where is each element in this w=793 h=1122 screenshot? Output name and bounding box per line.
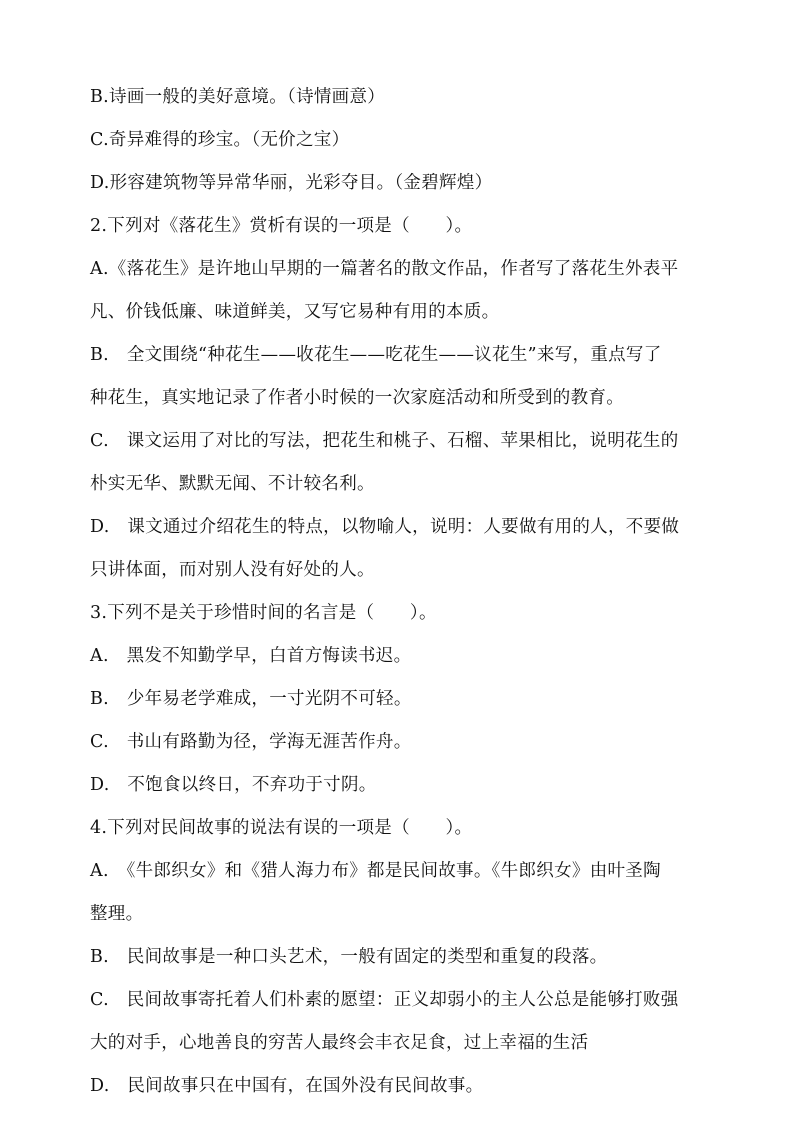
q4-option-a-line-1: A. 《牛郎织女》和《猎人海力布》都是民间故事。《牛郎织女》由叶圣陶	[90, 861, 661, 881]
question-2-stem: 2.下列对《落花生》赏析有误的一项是（ ）。	[90, 216, 473, 236]
option-c-line: C.奇异难得的珍宝。（无价之宝）	[90, 130, 350, 150]
question-4-stem: 4.下列对民间故事的说法有误的一项是（ ）。	[90, 818, 473, 838]
q3-option-c: C. 书山有路勤为径，学海无涯苦作舟。	[90, 732, 412, 752]
q4-option-b: B. 民间故事是一种口头艺术，一般有固定的类型和重复的段落。	[90, 947, 608, 967]
q4-option-c-line-1: C. 民间故事寄托着人们朴素的愿望：正义却弱小的主人公总是能够打败强	[90, 990, 679, 1010]
question-3-stem: 3.下列不是关于珍惜时间的名言是（ ）。	[90, 603, 437, 623]
q2-option-b-line-2: 种花生，真实地记录了作者小时候的一次家庭活动和所受到的教育。	[90, 388, 624, 408]
q2-option-d-line-2: 只讲体面，而对别人没有好处的人。	[90, 560, 375, 580]
q3-option-b: B. 少年易老学难成，一寸光阴不可轻。	[90, 689, 412, 709]
q2-option-d-line-1: D. 课文通过介绍花生的特点，以物喻人，说明：人要做有用的人，不要做	[90, 517, 680, 537]
q3-option-d: D. 不饱食以终日，不弃功于寸阴。	[90, 775, 377, 795]
q3-option-a: A. 黑发不知勤学早，白首方悔读书迟。	[90, 646, 412, 666]
q4-option-c-line-2: 大的对手，心地善良的穷苦人最终会丰衣足食，过上幸福的生活	[90, 1033, 589, 1053]
option-b-line: B.诗画一般的美好意境。（诗情画意）	[90, 87, 386, 107]
q4-option-a-line-2: 整理。	[90, 904, 144, 924]
option-d-line: D.形容建筑物等异常华丽，光彩夺目。（金碧辉煌）	[90, 173, 493, 193]
q2-option-b-line-1: B. 全文围绕“种花生——收花生——吃花生——议花生”来写，重点写了	[90, 345, 662, 365]
q4-option-d: D. 民间故事只在中国有，在国外没有民间故事。	[90, 1076, 484, 1096]
q2-option-a-line-1: A.《落花生》是许地山早期的一篇著名的散文作品，作者写了落花生外表平	[90, 259, 679, 279]
q2-option-c-line-1: C. 课文运用了对比的写法，把花生和桃子、石榴、苹果相比，说明花生的	[90, 431, 679, 451]
q2-option-c-line-2: 朴实无华、默默无闻、不计较名利。	[90, 474, 375, 494]
q2-option-a-line-2: 凡、价钱低廉、味道鲜美，又写它易种有用的本质。	[90, 302, 500, 322]
